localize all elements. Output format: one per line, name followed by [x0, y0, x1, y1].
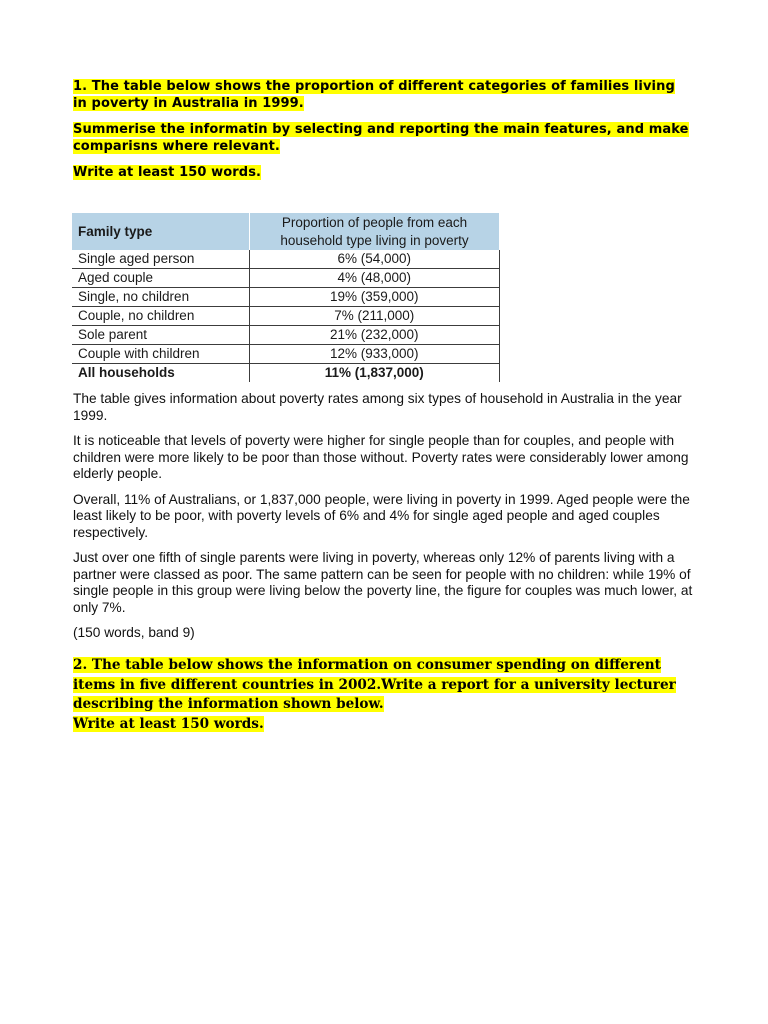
table-row — [72, 250, 499, 269]
proportion-cell: 19% (359,000) — [250, 288, 500, 307]
header-family-type: Family type — [72, 213, 250, 250]
table-row — [72, 345, 499, 364]
answer-score: (150 words, band 9) — [73, 625, 195, 640]
task1-prompt — [73, 78, 693, 190]
task1-description: 1. The table below shows the proportion of different categories of families living in poverty in Australia in 1999. — [73, 79, 675, 111]
poverty-table — [72, 213, 500, 382]
proportion-cell: 11% (1,837,000) — [250, 364, 500, 383]
family-type-cell: Single, no children — [72, 288, 250, 307]
table-total-row — [72, 364, 499, 383]
family-type-cell: Sole parent — [72, 326, 250, 345]
proportion-cell: 21% (232,000) — [250, 326, 500, 345]
table-header-row — [72, 213, 499, 250]
task2-word-count: Write at least 150 words. — [73, 715, 264, 732]
proportion-cell: 4% (48,000) — [250, 269, 500, 288]
table-row — [72, 307, 499, 326]
proportion-cell: 12% (933,000) — [250, 345, 500, 364]
family-type-cell: Couple, no children — [72, 307, 250, 326]
task1-instruction: Summerise the informatin by selecting and reporting the main features, and make comparisns where relevant. — [73, 122, 689, 154]
task2-prompt — [73, 656, 703, 734]
table-row — [72, 326, 499, 345]
answer-paragraph: It is noticeable that levels of poverty were higher for single people than for couples, and people with children were more likely to be poor than those without. Poverty rates were considerably lower among elderly people. — [73, 433, 689, 481]
family-type-cell: Aged couple — [72, 269, 250, 288]
task1-word-count: Write at least 150 words. — [73, 165, 262, 180]
proportion-cell: 7% (211,000) — [250, 307, 500, 326]
task2-description: 2. The table below shows the information on consumer spending on different items in five different countries in 2002.Write a report for a university lecturer describing the information shown below. — [73, 657, 676, 712]
table-row — [72, 288, 499, 307]
proportion-cell: 6% (54,000) — [250, 250, 500, 269]
answer-paragraph: Just over one fifth of single parents were living in poverty, whereas only 12% of parents living with a partner were classed as poor. The same pattern can be seen for people with no children: while 19% of single people in this group were living below the poverty line, the figure for couples was much lower, at only 7%. — [73, 550, 693, 615]
answer-paragraph: The table gives information about poverty rates among six types of household in Australia in the year 1999. — [73, 391, 682, 423]
family-type-cell: Couple with children — [72, 345, 250, 364]
table-row — [72, 269, 499, 288]
model-answer — [73, 391, 698, 651]
answer-paragraph: Overall, 11% of Australians, or 1,837,000 people, were living in poverty in 1999. Aged people were the least likely to be poor, with poverty levels of 6% and 4% for single aged people and aged couples respectively. — [73, 491, 690, 540]
family-type-cell: All households — [78, 365, 175, 380]
family-type-cell: Single aged person — [72, 250, 250, 269]
header-proportion: Proportion of people from each household type living in poverty — [250, 213, 500, 250]
